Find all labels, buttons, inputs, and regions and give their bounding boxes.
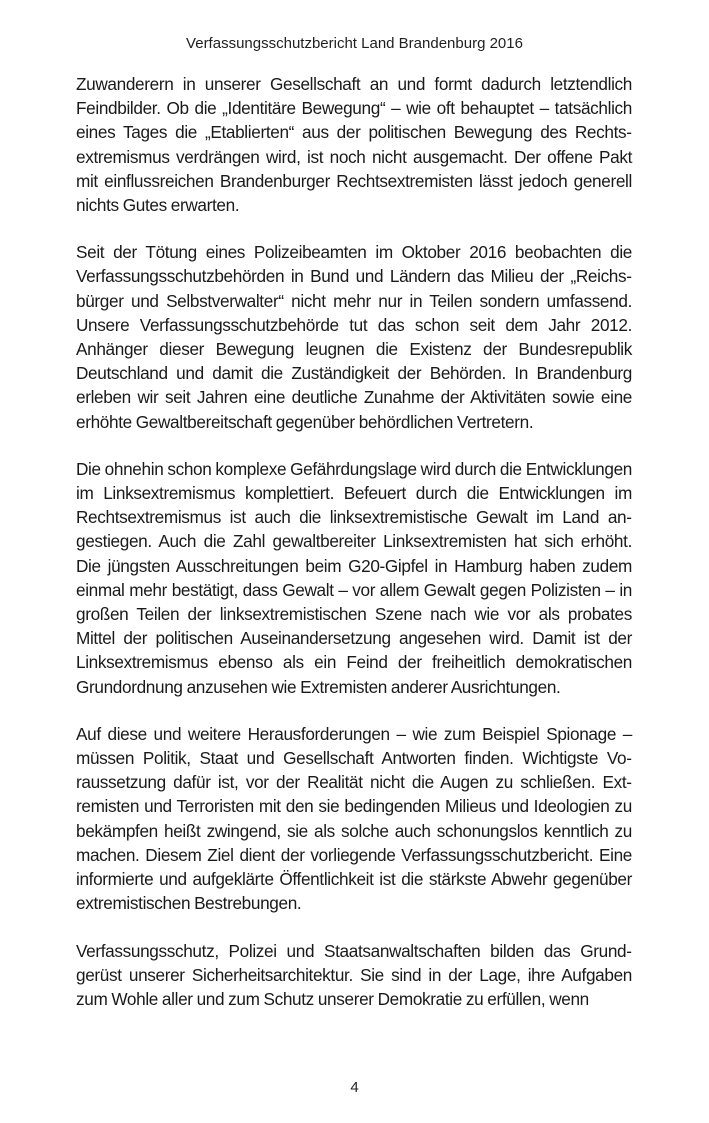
paragraph-1: Zuwanderern in unserer Gesellschaft an und formt dadurch letztendlich Feindbilder. Ob die „Identitäre Bewegung“ – wie oft behauptet – tatsächlich eines Tages die „Etablierten“ aus der politischen Bewegung des Rechtsextremismus verdrängen wird, ist noch nicht ausgemacht. Der offene Pakt mit einflussreichen Brandenburger Rechtsextremisten lässt jedoch generell nichts Gutes erwarten. [76, 74, 632, 216]
paragraph-2: Seit der Tötung eines Polizeibeamten im Oktober 2016 beobachten die Verfassungsschutzbehörden in Bund und Ländern das Milieu der „Reichsbürger und Selbstverwalter“ nicht mehr nur in Teilen sondern umfassend. Unsere Verfassungsschutzbehörde tut das schon seit dem Jahr 2012. Anhänger dieser Bewegung leugnen die Existenz der Bundesrepublik Deutschland und damit die Zuständigkeit der Behörden. In Brandenburg erleben wir seit Jahren eine deutliche Zunahme der Aktivitäten sowie eine erhöhte Gewaltbereitschaft gegenüber behördlichen Vertretern. [76, 242, 632, 432]
paragraph-3: Die ohnehin schon komplexe Gefährdungslage wird durch die Entwicklungen im Linksextremismus komplettiert. Befeuert durch die Entwicklungen im Rechtsextremismus ist auch die linksextremistische Gewalt im Land angestiegen. Auch die Zahl gewaltbereiter Linksextremisten hat sich erhöht. Die jüngsten Ausschreitungen beim G20-Gipfel in Hamburg haben zudem einmal mehr bestätigt, dass Gewalt – vor allem Gewalt gegen Polizisten – in großen Teilen der linksextremistischen Szene nach wie vor als probates Mittel der politischen Auseinandersetzung angesehen wird. Damit ist der Linksextremismus ebenso als ein Feind der freiheitlich demokratischen Grundordnung anzusehen wie Extremisten anderer Ausrichtungen. [76, 458, 632, 697]
body-text [76, 72, 632, 1034]
running-header: Verfassungsschutzbericht Land Brandenburg 2016 [186, 35, 523, 52]
paragraph-4: Auf diese und weitere Herausforderungen – wie zum Beispiel Spionage – müssen Politik, Staat und Gesellschaft Antworten finden. Wichtigste Voraussetzung dafür ist, vor der Realität nicht die Augen zu schließen. Extremisten und Terroristen mit den sie bedingenden Milieus und Ideologien zu bekämpfen heißt zwingend, sie als solche auch schonungslos kenntlich zu machen. Diesem Ziel dient der vorliegende Verfassungsschutzbericht. Eine informierte und aufgeklärte Öffentlichkeit ist die stärkste Abwehr gegenüber extremistischen Bestrebungen. [76, 723, 632, 914]
page-number: 4 [350, 1079, 359, 1096]
paragraph-5: Verfassungsschutz, Polizei und Staatsanwaltschaften bilden das Grundgerüst unserer Sicherheitsarchitektur. Sie sind in der Lage, ihre Aufgaben zum Wohle aller und zum Schutz unserer Demokratie zu erfüllen, wenn [76, 940, 632, 1009]
